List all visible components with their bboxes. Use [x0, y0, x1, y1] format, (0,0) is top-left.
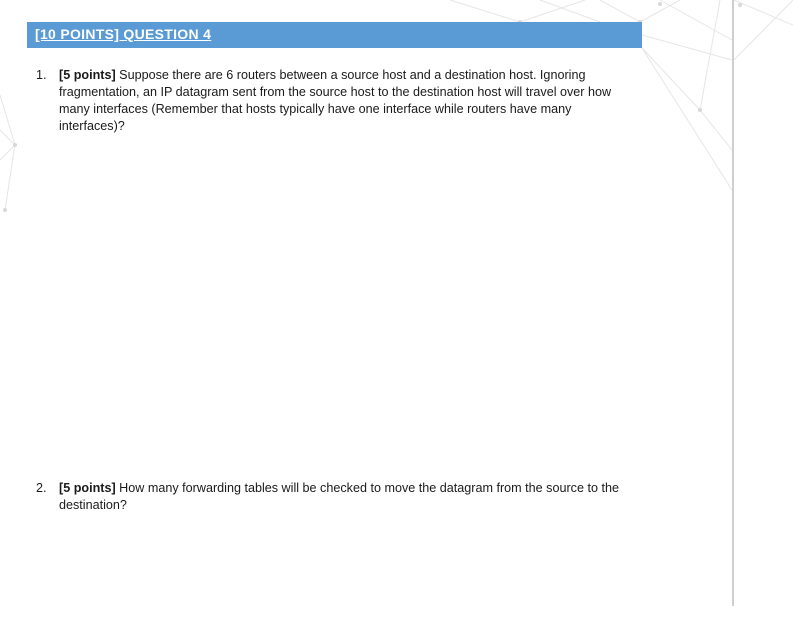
question-points: [5 points] [59, 481, 120, 495]
question-header-title: [10 POINTS] QUESTION 4 [35, 26, 212, 42]
question-body [59, 67, 640, 135]
page-edge-divider [732, 0, 734, 606]
question-body [59, 480, 640, 514]
question-item-2 [36, 480, 640, 514]
question-header-bar [27, 22, 642, 48]
question-text: Suppose there are 6 routers between a source host and a destination host. Ignoring fragmentation, an IP datagram sent from the source host to the destination host will travel over how many interfaces (Remember that hosts typically have one interface while routers have many interfaces)? [59, 68, 612, 133]
question-number: 2. [36, 481, 47, 495]
question-number: 1. [36, 68, 47, 82]
question-text: How many forwarding tables will be checked to move the datagram from the source to the destination? [59, 481, 619, 512]
question-points: [5 points] [59, 68, 120, 82]
question-item-1 [36, 67, 640, 135]
